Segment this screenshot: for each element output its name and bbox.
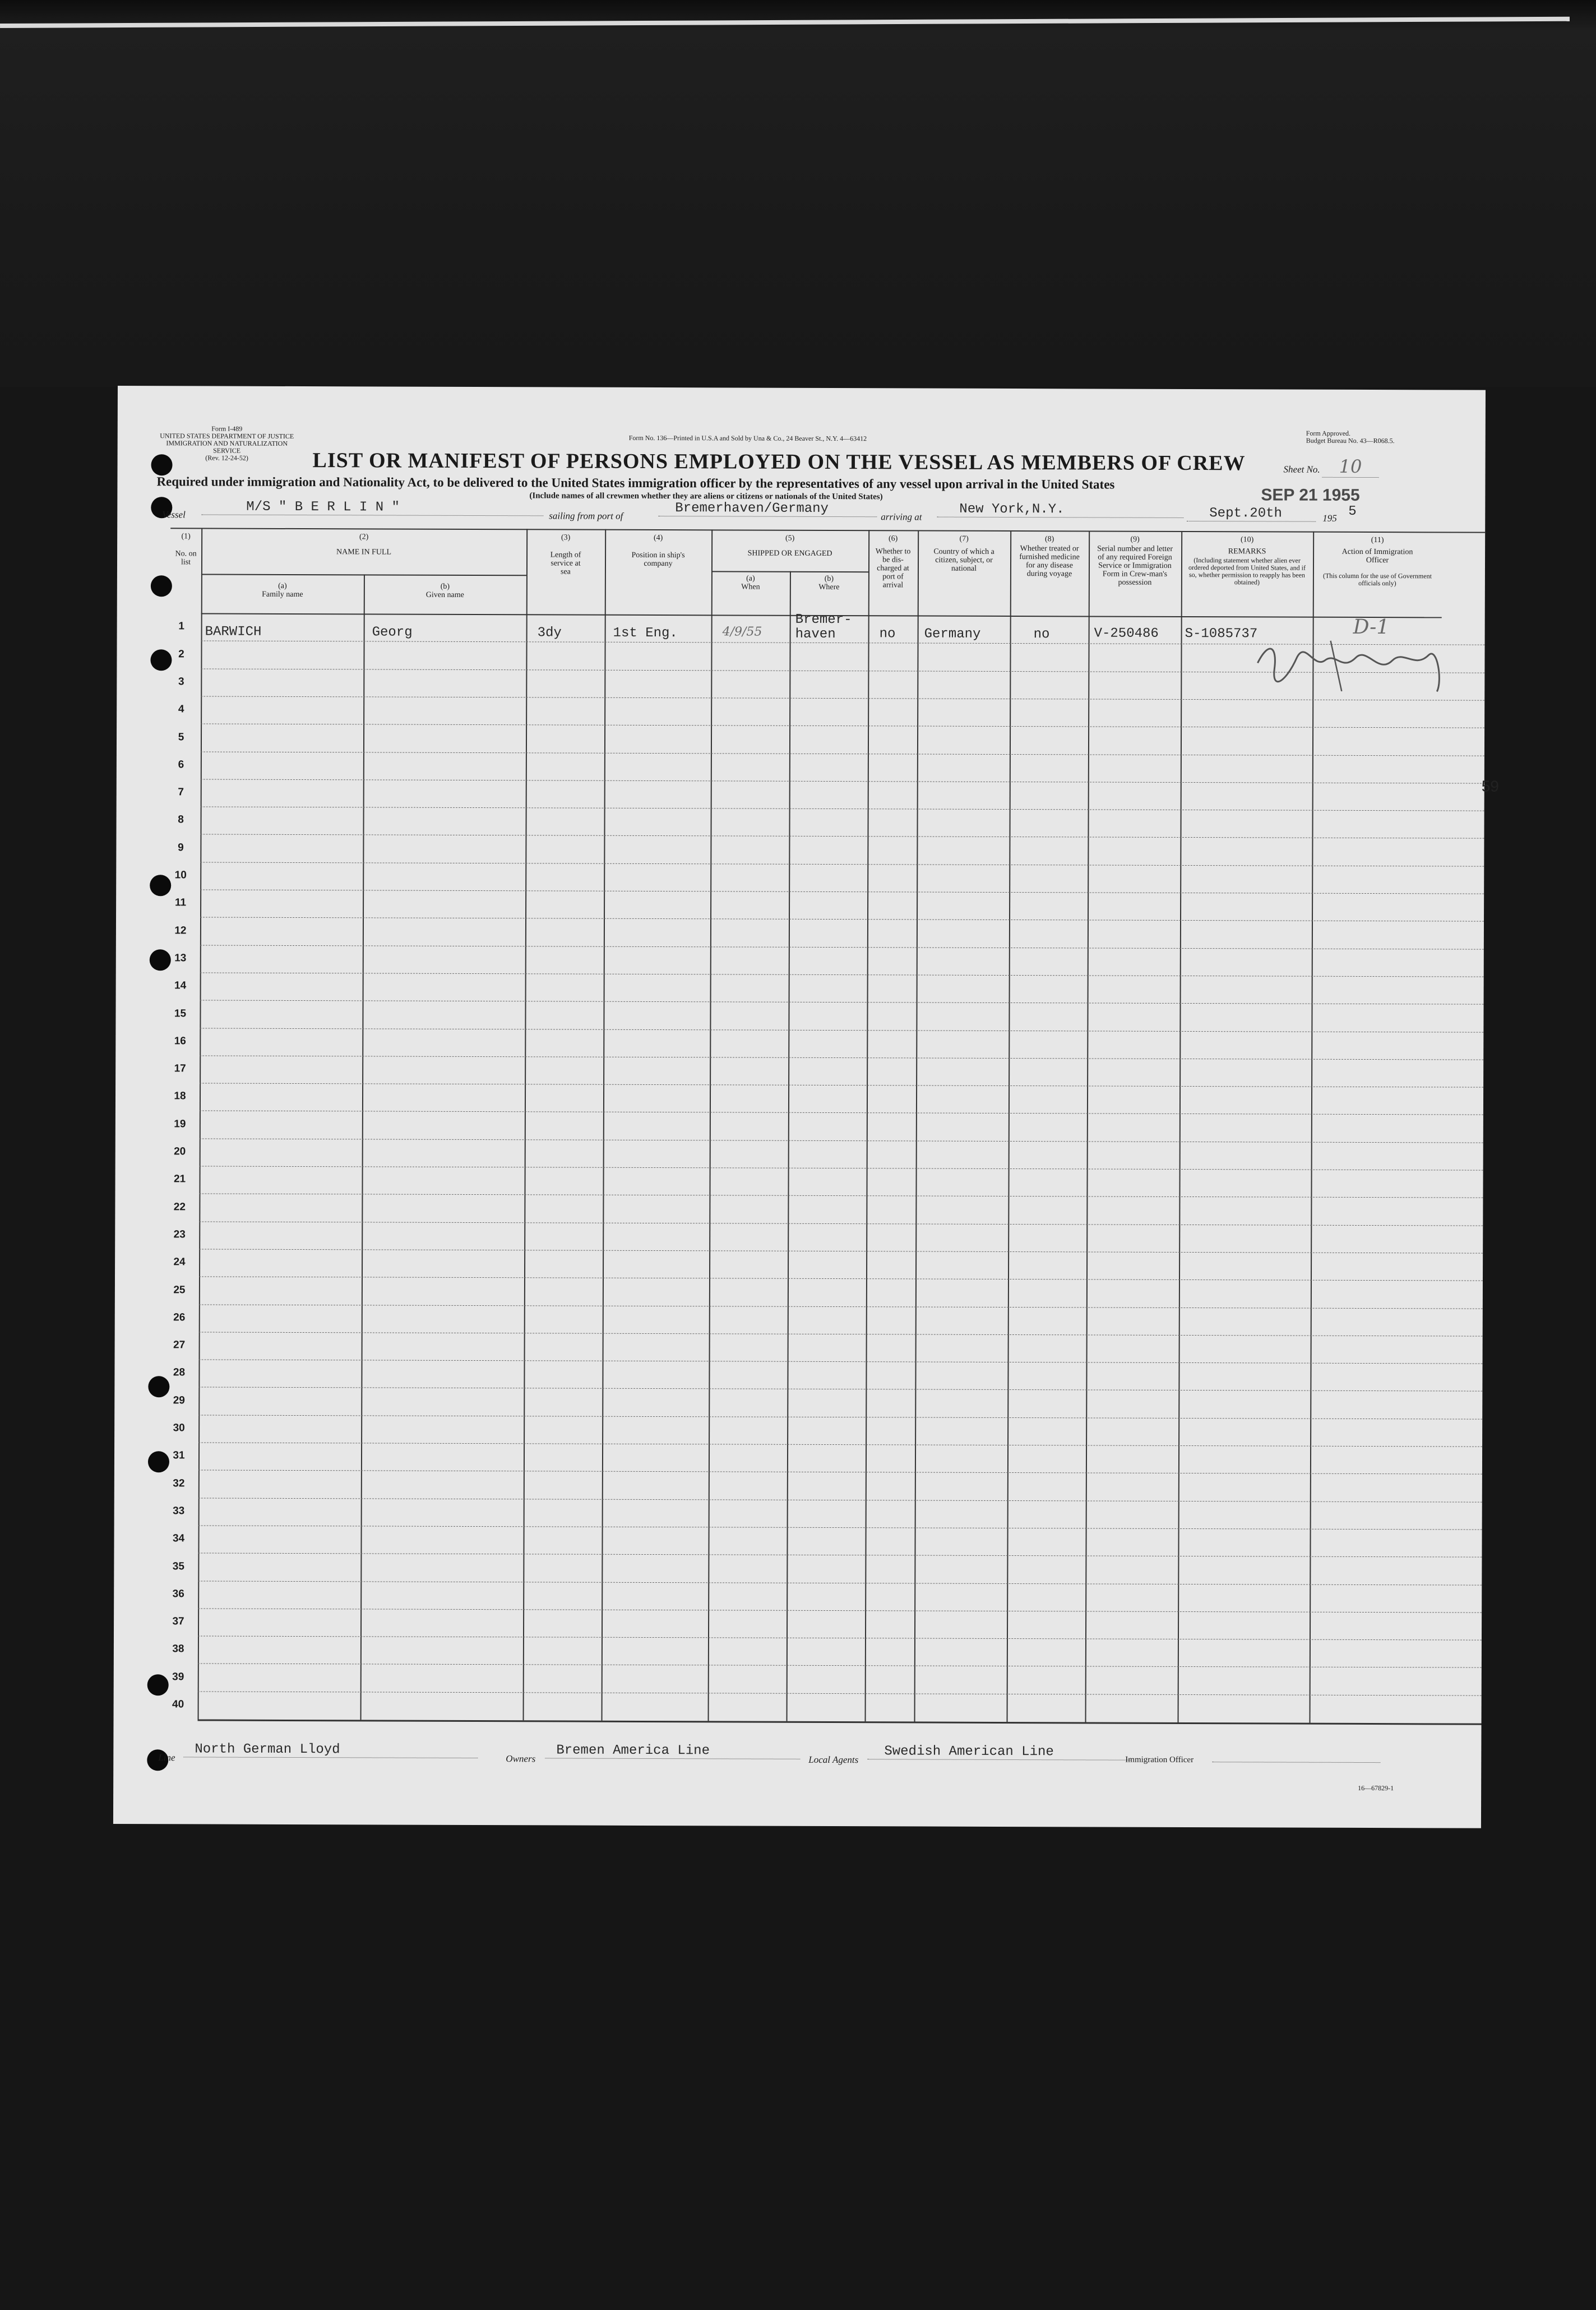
row-rule	[200, 862, 1484, 866]
col-2a-num: (a)	[278, 581, 287, 590]
row-number: 24	[173, 1256, 186, 1268]
col-divider	[1007, 530, 1012, 1722]
row-rule	[200, 889, 1484, 894]
row-number: 13	[174, 952, 187, 964]
scan-background	[0, 0, 1596, 387]
col-8-header	[1010, 535, 1089, 578]
service-name: IMMIGRATION AND NATURALIZATION SERVICE	[166, 439, 288, 455]
row-number: 14	[174, 980, 187, 992]
col-7-label: Country of which a citizen, subject, or national	[933, 547, 994, 573]
row-rule	[200, 1138, 1483, 1143]
row-rule	[198, 1525, 1482, 1530]
punch-hole	[148, 1376, 169, 1397]
punch-hole	[151, 575, 172, 597]
row-rule	[200, 1000, 1484, 1005]
col-5a-num: (a)	[746, 574, 755, 583]
row-number: 25	[173, 1283, 186, 1296]
row-rule	[201, 724, 1484, 728]
row-rule	[199, 1277, 1483, 1281]
row-rule	[198, 1636, 1482, 1641]
row-number: 6	[178, 759, 184, 771]
row-number: 30	[173, 1422, 185, 1434]
sheet-number-field	[1283, 456, 1378, 478]
col-2-label: NAME IN FULL	[336, 548, 392, 557]
year-suffix: 5	[1348, 503, 1357, 519]
row-rule	[199, 1194, 1483, 1198]
punch-hole	[150, 649, 172, 671]
row-number: 18	[174, 1090, 186, 1102]
row-number: 8	[178, 814, 184, 826]
col-5-num: (5)	[785, 534, 795, 543]
col-2a-header	[201, 581, 364, 599]
row-rule	[200, 972, 1484, 977]
line-name: North German Lloyd	[183, 1741, 478, 1758]
owners-label: Owners	[506, 1753, 536, 1764]
form-number-bottom: 16—67829-1	[1358, 1784, 1394, 1792]
row-rule	[198, 1415, 1482, 1419]
entry-family-name: BARWICH	[205, 624, 262, 640]
owners-name: Bremen America Line	[545, 1743, 800, 1759]
row-rule	[199, 1304, 1483, 1309]
printer-note: Form No. 136—Printed in U.S.A and Sold by Una & Co., 24 Beaver St., N.Y. 4—63412	[628, 433, 867, 443]
form-subtitle: Required under immigration and Nationality Act, to be delivered to the United States immigration officer by the representatives of any vessel upon arrival in the United States	[156, 474, 1115, 492]
row-rule	[200, 1083, 1483, 1088]
col-divider	[787, 571, 791, 1721]
col-11-detail: (This column for the use of Government officials only)	[1322, 571, 1432, 588]
col-11-header	[1313, 536, 1442, 588]
row-number: 34	[172, 1532, 185, 1545]
row-rule	[200, 834, 1484, 839]
punch-hole	[147, 1674, 169, 1695]
row-rule	[198, 1470, 1482, 1475]
col-11-label: Action of Immigration Officer	[1341, 547, 1413, 565]
col-6-header	[868, 534, 918, 589]
approval-line-1: Form Approved.	[1306, 429, 1351, 437]
vessel-label: Vessel	[162, 509, 186, 520]
row-rule	[198, 1442, 1482, 1447]
row-rule	[198, 1387, 1482, 1392]
table-bottom-rule	[198, 1719, 1482, 1725]
row-number: 16	[174, 1035, 186, 1047]
col-8-num: (8)	[1044, 535, 1054, 544]
row-number: 23	[173, 1228, 186, 1241]
officer-label: Immigration Officer	[1125, 1755, 1194, 1765]
col-5b-num: (b)	[824, 574, 834, 584]
row-number: 29	[173, 1394, 185, 1407]
form-id-block	[160, 425, 294, 462]
entry-serial: V-250486	[1094, 626, 1159, 641]
row-number: 4	[178, 703, 184, 715]
agents-label: Local Agents	[808, 1754, 859, 1766]
entry-where	[795, 613, 852, 642]
row-number: 17	[174, 1062, 186, 1075]
col-divider	[1310, 532, 1315, 1723]
col-5a-header	[711, 574, 790, 591]
agency-name: UNITED STATES DEPARTMENT OF JUSTICE	[160, 432, 294, 440]
year-prefix: 195	[1322, 512, 1337, 524]
table-top-rule	[170, 528, 1485, 533]
col-divider	[602, 529, 607, 1721]
row-number: 40	[172, 1698, 184, 1711]
punch-hole	[150, 875, 171, 896]
entry-discharged: no	[879, 626, 896, 642]
row-rule	[198, 1581, 1482, 1585]
col-4-num: (4)	[653, 534, 663, 543]
col-1-num: (1)	[181, 532, 191, 541]
officer-signature	[1252, 629, 1454, 703]
row-number: 9	[178, 842, 184, 854]
row-rule	[199, 1249, 1483, 1253]
row-number: 11	[175, 897, 187, 909]
col-4-header	[605, 534, 711, 569]
entry-service: 3dy	[537, 625, 562, 641]
col-6-label: Whether to be dis-charged at port of arrival	[875, 547, 911, 590]
row-number: 32	[173, 1477, 185, 1489]
officer-signature-line	[1212, 1762, 1380, 1763]
row-number: 20	[174, 1145, 186, 1158]
row-rule	[198, 1664, 1482, 1668]
entry-officer-mark: D-1	[1353, 615, 1390, 639]
col-5b-label: Where	[818, 583, 840, 592]
col-divider	[1178, 531, 1183, 1722]
col-1-label: No. on list	[175, 549, 197, 567]
approval-line-2: Budget Bureau No. 43—R068.5.	[1306, 436, 1395, 445]
row-number: 22	[173, 1200, 186, 1213]
row-number: 19	[174, 1118, 186, 1130]
form-revision: (Rev. 12-24-52)	[205, 454, 248, 462]
row-rule	[199, 1332, 1483, 1336]
row-rule	[201, 807, 1484, 811]
row-rule	[200, 1166, 1483, 1170]
agents-name: Swedish American Line	[867, 1744, 1131, 1760]
col-2-num: (2)	[359, 533, 369, 542]
row-number: 27	[173, 1339, 186, 1351]
col-10-header	[1181, 535, 1313, 586]
col-5a-label: When	[741, 583, 760, 592]
col-2b-header	[364, 582, 526, 599]
row-rule	[198, 1553, 1482, 1558]
col-2b-num: (b)	[440, 582, 450, 591]
margin-note: 59	[1481, 777, 1499, 795]
row-rule	[200, 945, 1484, 949]
row-number: 7	[178, 786, 184, 798]
sheet-number: 10	[1322, 456, 1379, 478]
row-rule	[199, 1221, 1483, 1226]
row-rule	[198, 1608, 1482, 1613]
col-divider	[523, 529, 528, 1720]
crew-table	[166, 528, 1499, 1752]
col-divider	[865, 530, 870, 1721]
entry-treated: no	[1033, 627, 1050, 643]
vessel-name: M/S " B E R L I N "	[201, 499, 543, 516]
row-number: 35	[172, 1560, 184, 1572]
row-rule	[200, 1111, 1483, 1115]
col-10-detail: (Including statement whether alien ever ordered deported from United States, and if so, whether permission to reapply has been obtained)	[1188, 556, 1306, 586]
col-6-num: (6)	[888, 534, 898, 543]
col-5b-header	[790, 575, 868, 592]
row-number: 1	[178, 620, 184, 632]
entry-when: 4/9/55	[722, 625, 762, 639]
col-10-num: (10)	[1240, 535, 1254, 544]
col-2a-label: Family name	[262, 590, 303, 599]
row-number: 3	[178, 676, 184, 688]
sailing-label: sailing from port of	[549, 510, 623, 521]
col-1-header	[170, 532, 201, 566]
crew-manifest-form	[113, 386, 1499, 1828]
col-4-label: Position in ship's company	[631, 551, 685, 569]
col-divider	[360, 574, 365, 1720]
row-rule	[201, 779, 1484, 783]
row-rule	[200, 1028, 1483, 1032]
entry-position: 1st Eng.	[613, 625, 678, 641]
col-divider	[1085, 530, 1090, 1722]
row-number: 21	[173, 1173, 186, 1185]
row-number: 15	[174, 1007, 187, 1019]
row-rule	[201, 751, 1484, 756]
arriving-label: arriving at	[881, 511, 922, 523]
row-rule	[200, 917, 1484, 922]
form-title: LIST OR MANIFEST OF PERSONS EMPLOYED ON THE VESSEL AS MEMBERS OF CREW	[312, 449, 1246, 475]
entry-country: Germany	[924, 626, 981, 642]
row-number: 28	[173, 1366, 186, 1379]
form-note: (Include names of all crewmen whether they are aliens or citizens or nationals of the United States)	[529, 491, 883, 502]
row-number: 12	[174, 924, 187, 936]
col-3-header	[526, 533, 605, 576]
row-rule	[198, 1498, 1482, 1502]
row-number: 39	[172, 1671, 184, 1683]
col-5-label: SHIPPED OR ENGAGED	[747, 549, 832, 558]
row-number: 26	[173, 1311, 186, 1324]
form-id: Form I-489	[211, 424, 243, 433]
entry-remarks: S-1085737	[1185, 626, 1258, 642]
row-number: 36	[172, 1588, 184, 1600]
col-3-label: Length of service at sea	[550, 551, 581, 576]
row-number: 37	[172, 1615, 184, 1628]
col-2b-label: Given name	[425, 590, 464, 599]
row-number: 5	[178, 731, 184, 743]
col-divider	[914, 530, 919, 1721]
port-to: New York,N.Y.	[937, 502, 1183, 518]
line-label: Line	[158, 1752, 175, 1763]
col-divider	[198, 528, 203, 1719]
entry-where-line-2: haven	[795, 626, 836, 643]
col-8-label: Whether treated or furnished medicine for any disease during voyage	[1019, 544, 1080, 579]
row-rule	[200, 1055, 1483, 1060]
row-rule	[198, 1691, 1482, 1695]
arrival-date: Sept.20th	[1187, 506, 1316, 522]
row-number: 2	[178, 648, 184, 660]
row-number: 33	[173, 1505, 185, 1517]
received-stamp: SEP 21 1955	[1261, 486, 1360, 505]
row-number: 10	[174, 869, 187, 881]
punch-hole	[148, 1451, 169, 1472]
row-rule	[199, 1360, 1483, 1364]
col-7-num: (7)	[959, 534, 969, 543]
col-11-num: (11)	[1371, 536, 1384, 545]
entry-given-name: Georg	[372, 625, 413, 640]
port-from: Bremerhaven/Germany	[658, 501, 877, 517]
col-divider	[708, 529, 713, 1721]
col-3-num: (3)	[561, 533, 571, 542]
col-5-header	[711, 534, 868, 558]
col-2-header	[201, 532, 526, 557]
col-9-num: (9)	[1130, 535, 1140, 544]
approval-block	[1306, 430, 1395, 445]
row-number: 38	[172, 1643, 184, 1655]
col-10-label: REMARKS	[1228, 547, 1266, 556]
entry-where-line-1: Bremer-	[795, 612, 852, 628]
col-9-header	[1089, 535, 1181, 587]
punch-hole	[150, 949, 171, 971]
col-7-header	[918, 534, 1010, 573]
sheet-label: Sheet No.	[1283, 464, 1320, 475]
row-number: 31	[173, 1449, 185, 1462]
col-9-label: Serial number and letter of any required Foreign Service or Immigration Form in Crew-man's possession	[1097, 544, 1173, 587]
